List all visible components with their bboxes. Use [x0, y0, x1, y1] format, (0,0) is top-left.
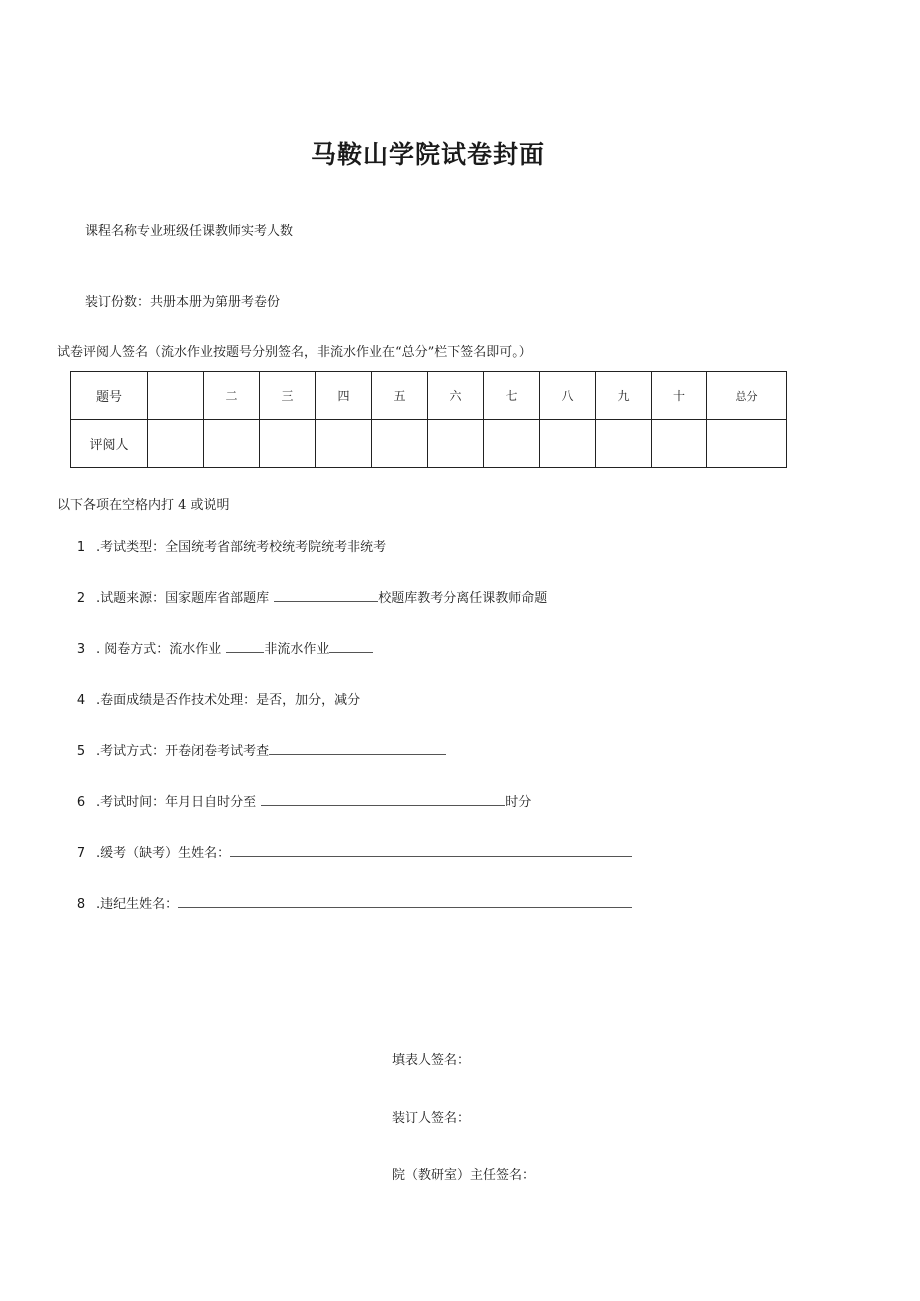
item-deferred-students [74, 842, 632, 861]
page-title: 马鞍山学院试卷封面 [310, 140, 545, 169]
course-info-line: 课程名称专业班级任课教师实考人数 [85, 224, 294, 239]
question-column-header: 九 [596, 372, 652, 420]
total-score-signature-cell[interactable] [707, 420, 787, 468]
item-tail-text: 时分 [505, 795, 532, 810]
question-number-header: 题号 [71, 372, 148, 420]
item-number: 2 [76, 591, 86, 606]
binding-info-line: 装订份数：共册本册为第册考卷份 [85, 295, 281, 310]
grader-signature-table [70, 371, 787, 468]
item-violation-students [74, 893, 632, 912]
item-text: .试题来源：国家题库省部题库 [96, 591, 270, 606]
reviewer-signature-cell[interactable] [316, 420, 372, 468]
deferred-students-blank[interactable] [230, 844, 632, 857]
question-column-header: 十 [652, 372, 707, 420]
reviewer-signature-cell[interactable] [484, 420, 540, 468]
item-tail-text: 非流水作业 [264, 642, 330, 657]
violation-students-blank[interactable] [178, 895, 632, 908]
question-column-header: 六 [428, 372, 484, 420]
question-column-header: 三 [260, 372, 316, 420]
total-score-header: 总分 [707, 372, 787, 420]
item-number: 8 [76, 897, 86, 912]
director-signature-label: 院（教研室）主任签名： [392, 1168, 536, 1183]
question-column-header [148, 372, 204, 420]
reviewer-signature-cell[interactable] [148, 420, 204, 468]
exam-format-blank[interactable] [269, 742, 446, 755]
item-text: .违纪生姓名： [96, 897, 179, 912]
reviewer-signature-cell[interactable] [204, 420, 260, 468]
grader-instruction: 试卷评阅人签名（流水作业按题号分别签名，非流水作业在“总分”栏下签名即可。） [57, 345, 532, 360]
question-source-blank[interactable] [274, 589, 378, 602]
item-text: . 阅卷方式：流水作业 [96, 642, 222, 657]
question-column-header: 四 [316, 372, 372, 420]
item-marking-method [74, 638, 373, 657]
item-score-adjustment [74, 689, 360, 708]
reviewer-label: 评阅人 [71, 420, 148, 468]
reviewer-signature-cell[interactable] [260, 420, 316, 468]
reviewer-signature-cell[interactable] [428, 420, 484, 468]
reviewer-signature-cell[interactable] [596, 420, 652, 468]
question-column-header: 八 [540, 372, 596, 420]
item-number: 6 [76, 795, 86, 810]
pipeline-marking-blank[interactable] [226, 640, 264, 653]
item-text: .考试类型：全国统考省部统考校统考院统考非统考 [96, 540, 387, 555]
question-column-header: 二 [204, 372, 260, 420]
question-number-row [71, 372, 787, 420]
non-pipeline-marking-blank[interactable] [329, 640, 373, 653]
item-number: 3 [76, 642, 86, 657]
item-exam-format [74, 740, 446, 759]
item-question-source [74, 587, 547, 606]
item-text: .考试时间：年月日自时分至 [96, 795, 257, 810]
item-text: .卷面成绩是否作技术处理：是否，加分，减分 [96, 693, 361, 708]
item-text: .缓考（缺考）生姓名： [96, 846, 231, 861]
item-number: 1 [76, 540, 86, 555]
item-text: .考试方式：开卷闭卷考试考查 [96, 744, 270, 759]
filler-signature-label: 填表人签名： [392, 1053, 471, 1068]
binder-signature-label: 装订人签名： [392, 1111, 471, 1126]
item-number: 7 [76, 846, 86, 861]
reviewer-signature-cell[interactable] [652, 420, 707, 468]
question-column-header: 七 [484, 372, 540, 420]
question-column-header: 五 [372, 372, 428, 420]
reviewer-signature-cell[interactable] [372, 420, 428, 468]
item-exam-time [74, 791, 531, 810]
exam-time-blank[interactable] [261, 793, 505, 806]
reviewer-row [71, 420, 787, 468]
item-number: 4 [76, 693, 86, 708]
reviewer-signature-cell[interactable] [540, 420, 596, 468]
item-number: 5 [76, 744, 86, 759]
check-instruction: 以下各项在空格内打 4 或说明 [57, 498, 230, 513]
item-exam-type [74, 536, 386, 555]
item-tail-text: 校题库教考分离任课教师命题 [378, 591, 548, 606]
